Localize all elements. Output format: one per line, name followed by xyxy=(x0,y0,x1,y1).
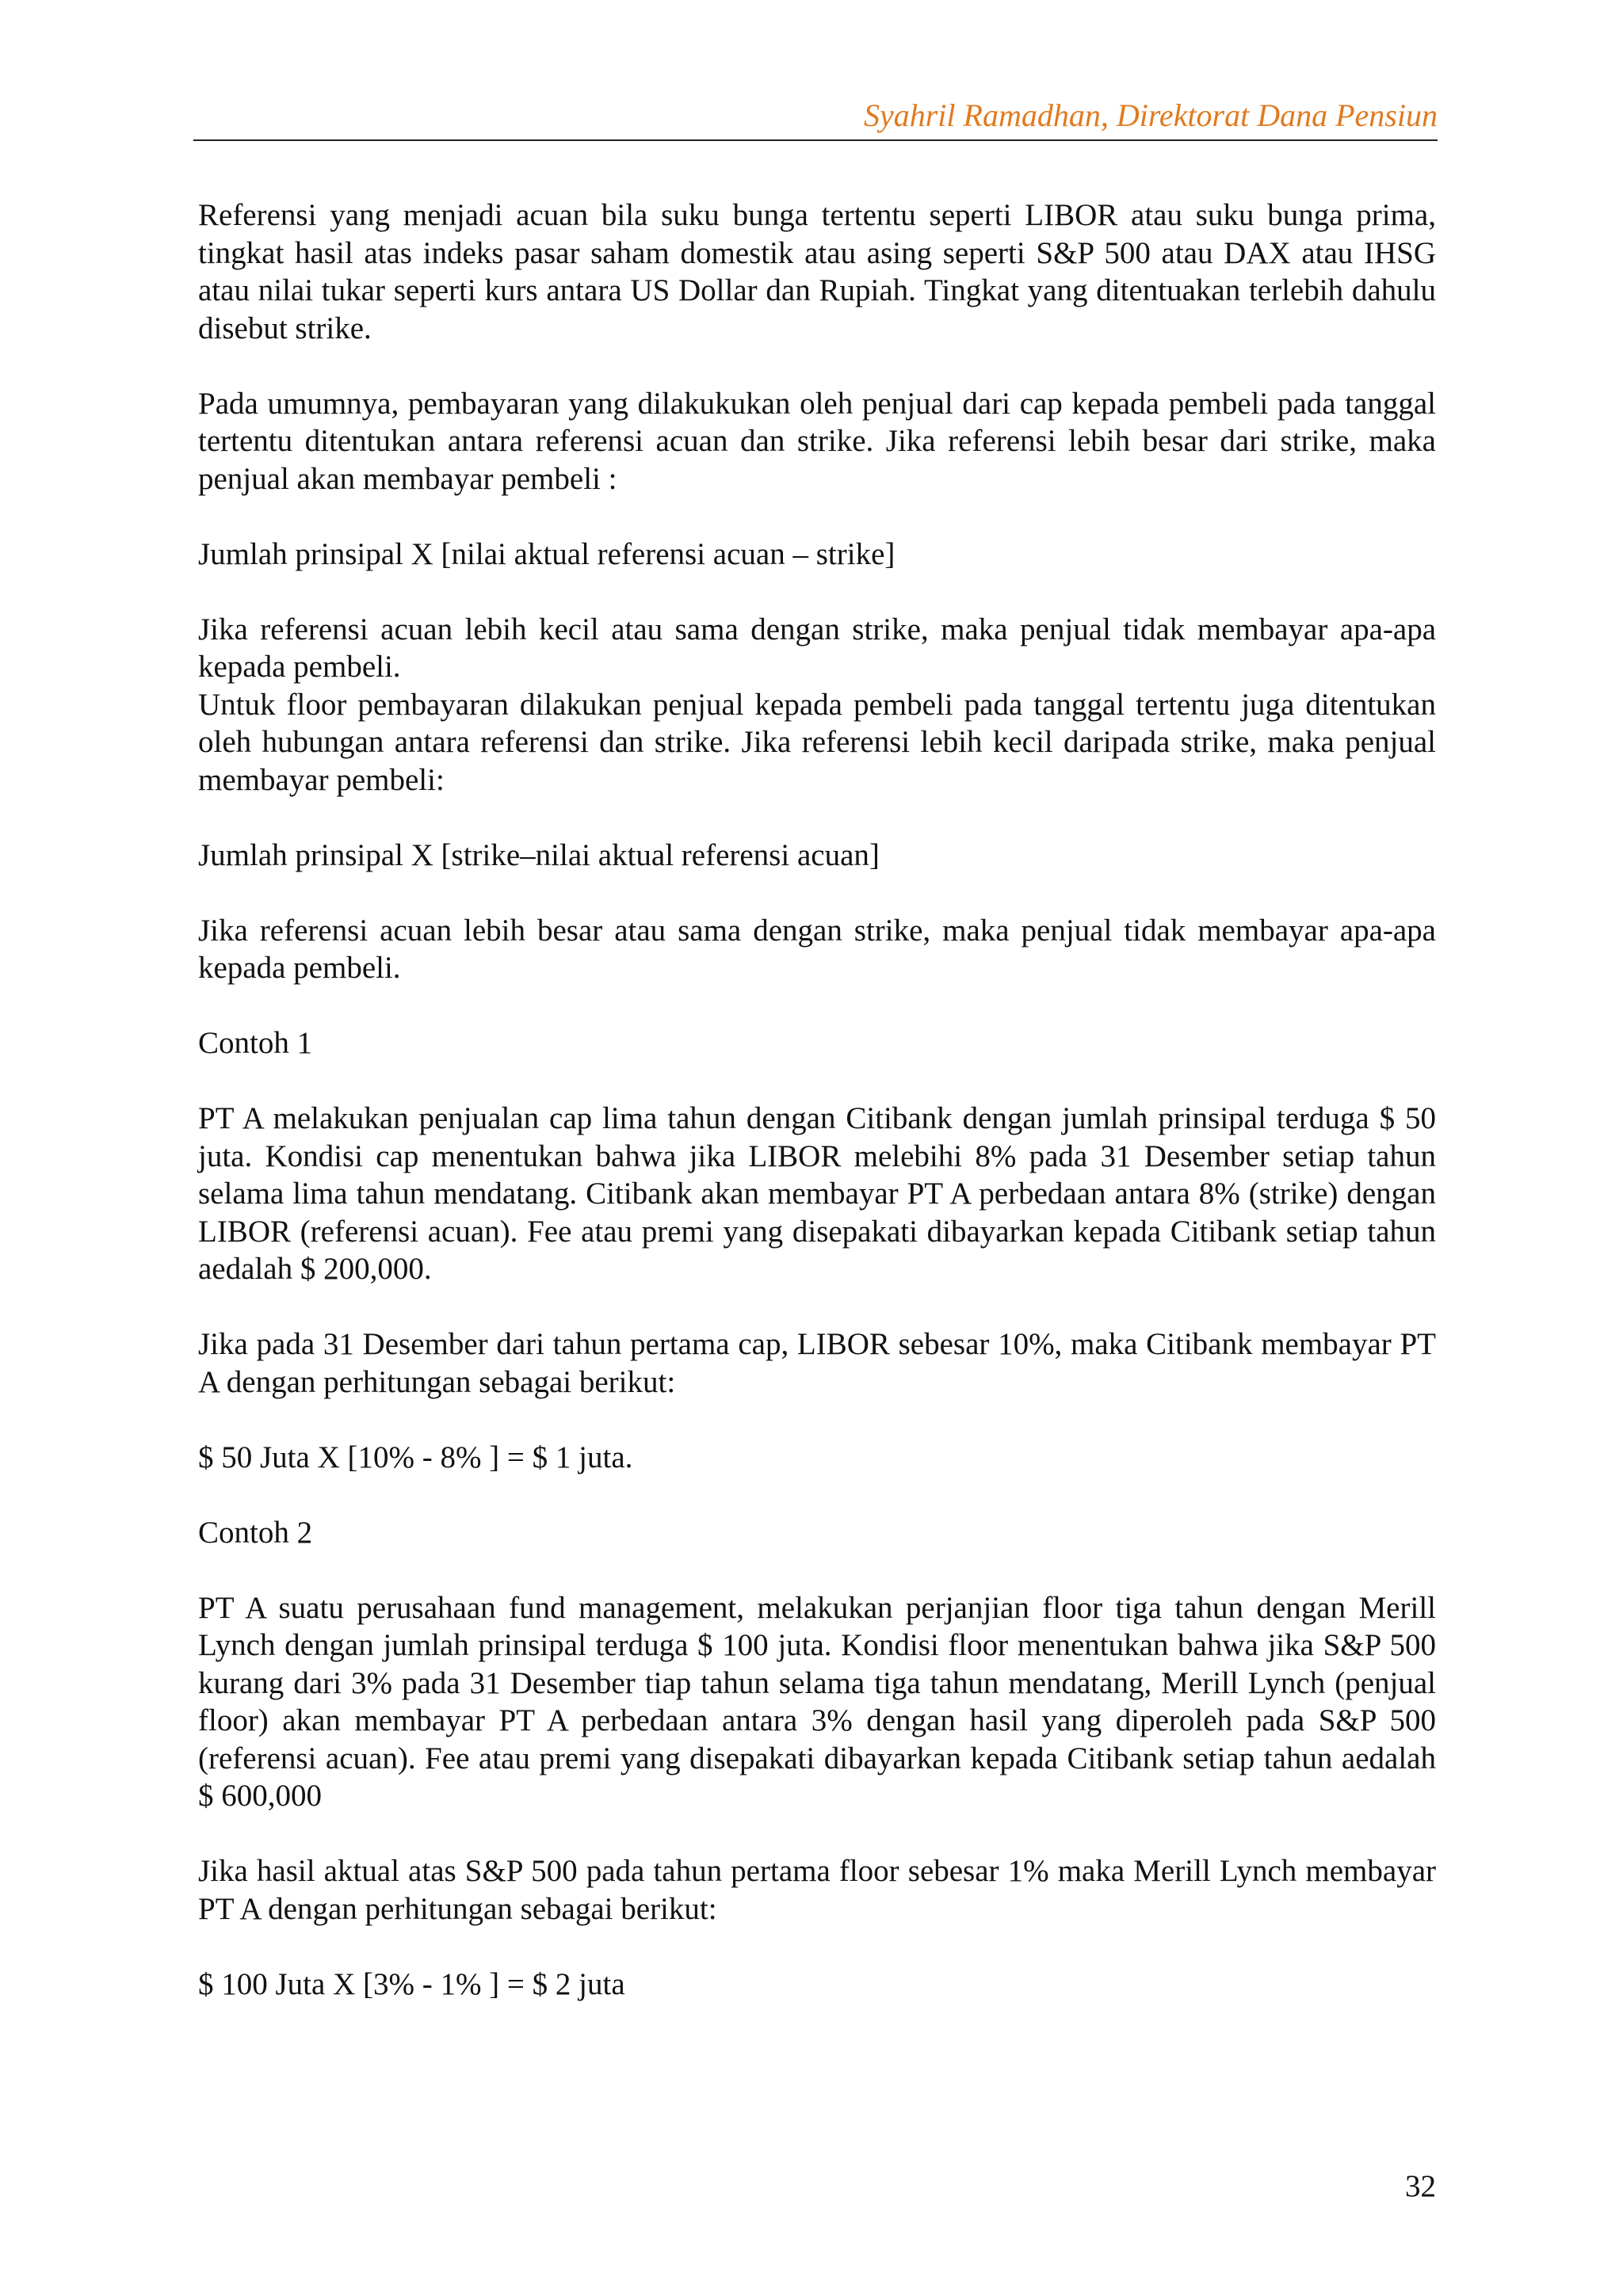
example-1-body: PT A melakukan penjualan cap lima tahun dengan Citibank dengan jumlah prinsipal terduga $ 50 juta. Kondisi cap menentukan bahwa jika LIBOR melebihi 8% pada 31 Desember setiap tahun selama lima tahun mendatang. Citibank akan membayar PT A perbedaan antara 8% (strike) dengan LIBOR (referensi acuan). Fee atau premi yang disepakati dibayarkan kepada Citibank setiap tahun aedalah $ 200,000. xyxy=(198,1101,1436,1286)
paragraph-floor-no-payment: Jika referensi acuan lebih besar atau sama dengan strike, maka penjual tidak membayar apa-apa kepada pembeli. xyxy=(198,913,1436,985)
paragraph-pembayaran-cap: Pada umumnya, pembayaran yang dilakukukan oleh penjual dari cap kepada pembeli pada tanggal tertentu ditentukan antara referensi acuan dan strike. Jika referensi lebih besar dari strike, maka penjual akan membayar pembeli : xyxy=(198,386,1436,496)
example-1-result: $ 50 Juta X [10% - 8% ] = $ 1 juta. xyxy=(198,1440,633,1474)
paragraph-floor: Untuk floor pembayaran dilakukan penjual kepada pembeli pada tanggal tertentu juga ditentukan oleh hubungan antara referensi dan strike. Jika referensi lebih kecil daripada strike, maka penjual membayar pembeli: xyxy=(198,687,1436,797)
page-number: 32 xyxy=(1405,2169,1436,2203)
example-2-body: PT A suatu perusahaan fund management, melakukan perjanjian floor tiga tahun dengan Merill Lynch dengan jumlah prinsipal terduga $ 100 juta. Kondisi floor menentukan bahwa jika S&P 500 kurang dari 3% pada 31 Desember tiap tahun selama tiga tahun mendatang, Merill Lynch (penjual floor) akan membayar PT A perbedaan antara 3% dengan hasil yang diperoleh pada S&P 500 (referensi acuan). Fee atau premi yang disepakati dibayarkan kepada Citibank setiap tahun aedalah $ 600,000 xyxy=(198,1590,1436,1813)
paragraph-cap-no-payment: Jika referensi acuan lebih kecil atau sama dengan strike, maka penjual tidak membayar apa-apa kepada pembeli. xyxy=(198,612,1436,684)
example-2-result: $ 100 Juta X [3% - 1% ] = $ 2 juta xyxy=(198,1966,625,2001)
example-1-calculation-intro: Jika pada 31 Desember dari tahun pertama cap, LIBOR sebesar 10%, maka Citibank membayar PT A dengan perhitungan sebagai berikut: xyxy=(198,1327,1436,1399)
example-1-heading: Contoh 1 xyxy=(198,1026,313,1060)
example-2-calculation-intro: Jika hasil aktual atas S&P 500 pada tahun pertama floor sebesar 1% maka Merill Lynch membayar PT A dengan perhitungan sebagai berikut: xyxy=(198,1854,1436,1926)
header-divider xyxy=(193,139,1438,141)
example-2-heading: Contoh 2 xyxy=(198,1515,313,1550)
formula-floor: Jumlah prinsipal X [strike–nilai aktual referensi acuan] xyxy=(198,837,880,872)
running-header: Syahril Ramadhan, Direktorat Dana Pensiun xyxy=(863,97,1438,133)
formula-cap: Jumlah prinsipal X [nilai aktual referensi acuan – strike] xyxy=(198,536,896,571)
page-body xyxy=(198,196,1436,2041)
paragraph-referensi: Referensi yang menjadi acuan bila suku bunga tertentu seperti LIBOR atau suku bunga prima, tingkat hasil atas indeks pasar saham domestik atau asing seperti S&P 500 atau DAX atau IHSG atau nilai tukar seperti kurs antara US Dollar dan Rupiah. Tingkat yang ditentuakan terlebih dahulu disebut strike. xyxy=(198,198,1436,345)
